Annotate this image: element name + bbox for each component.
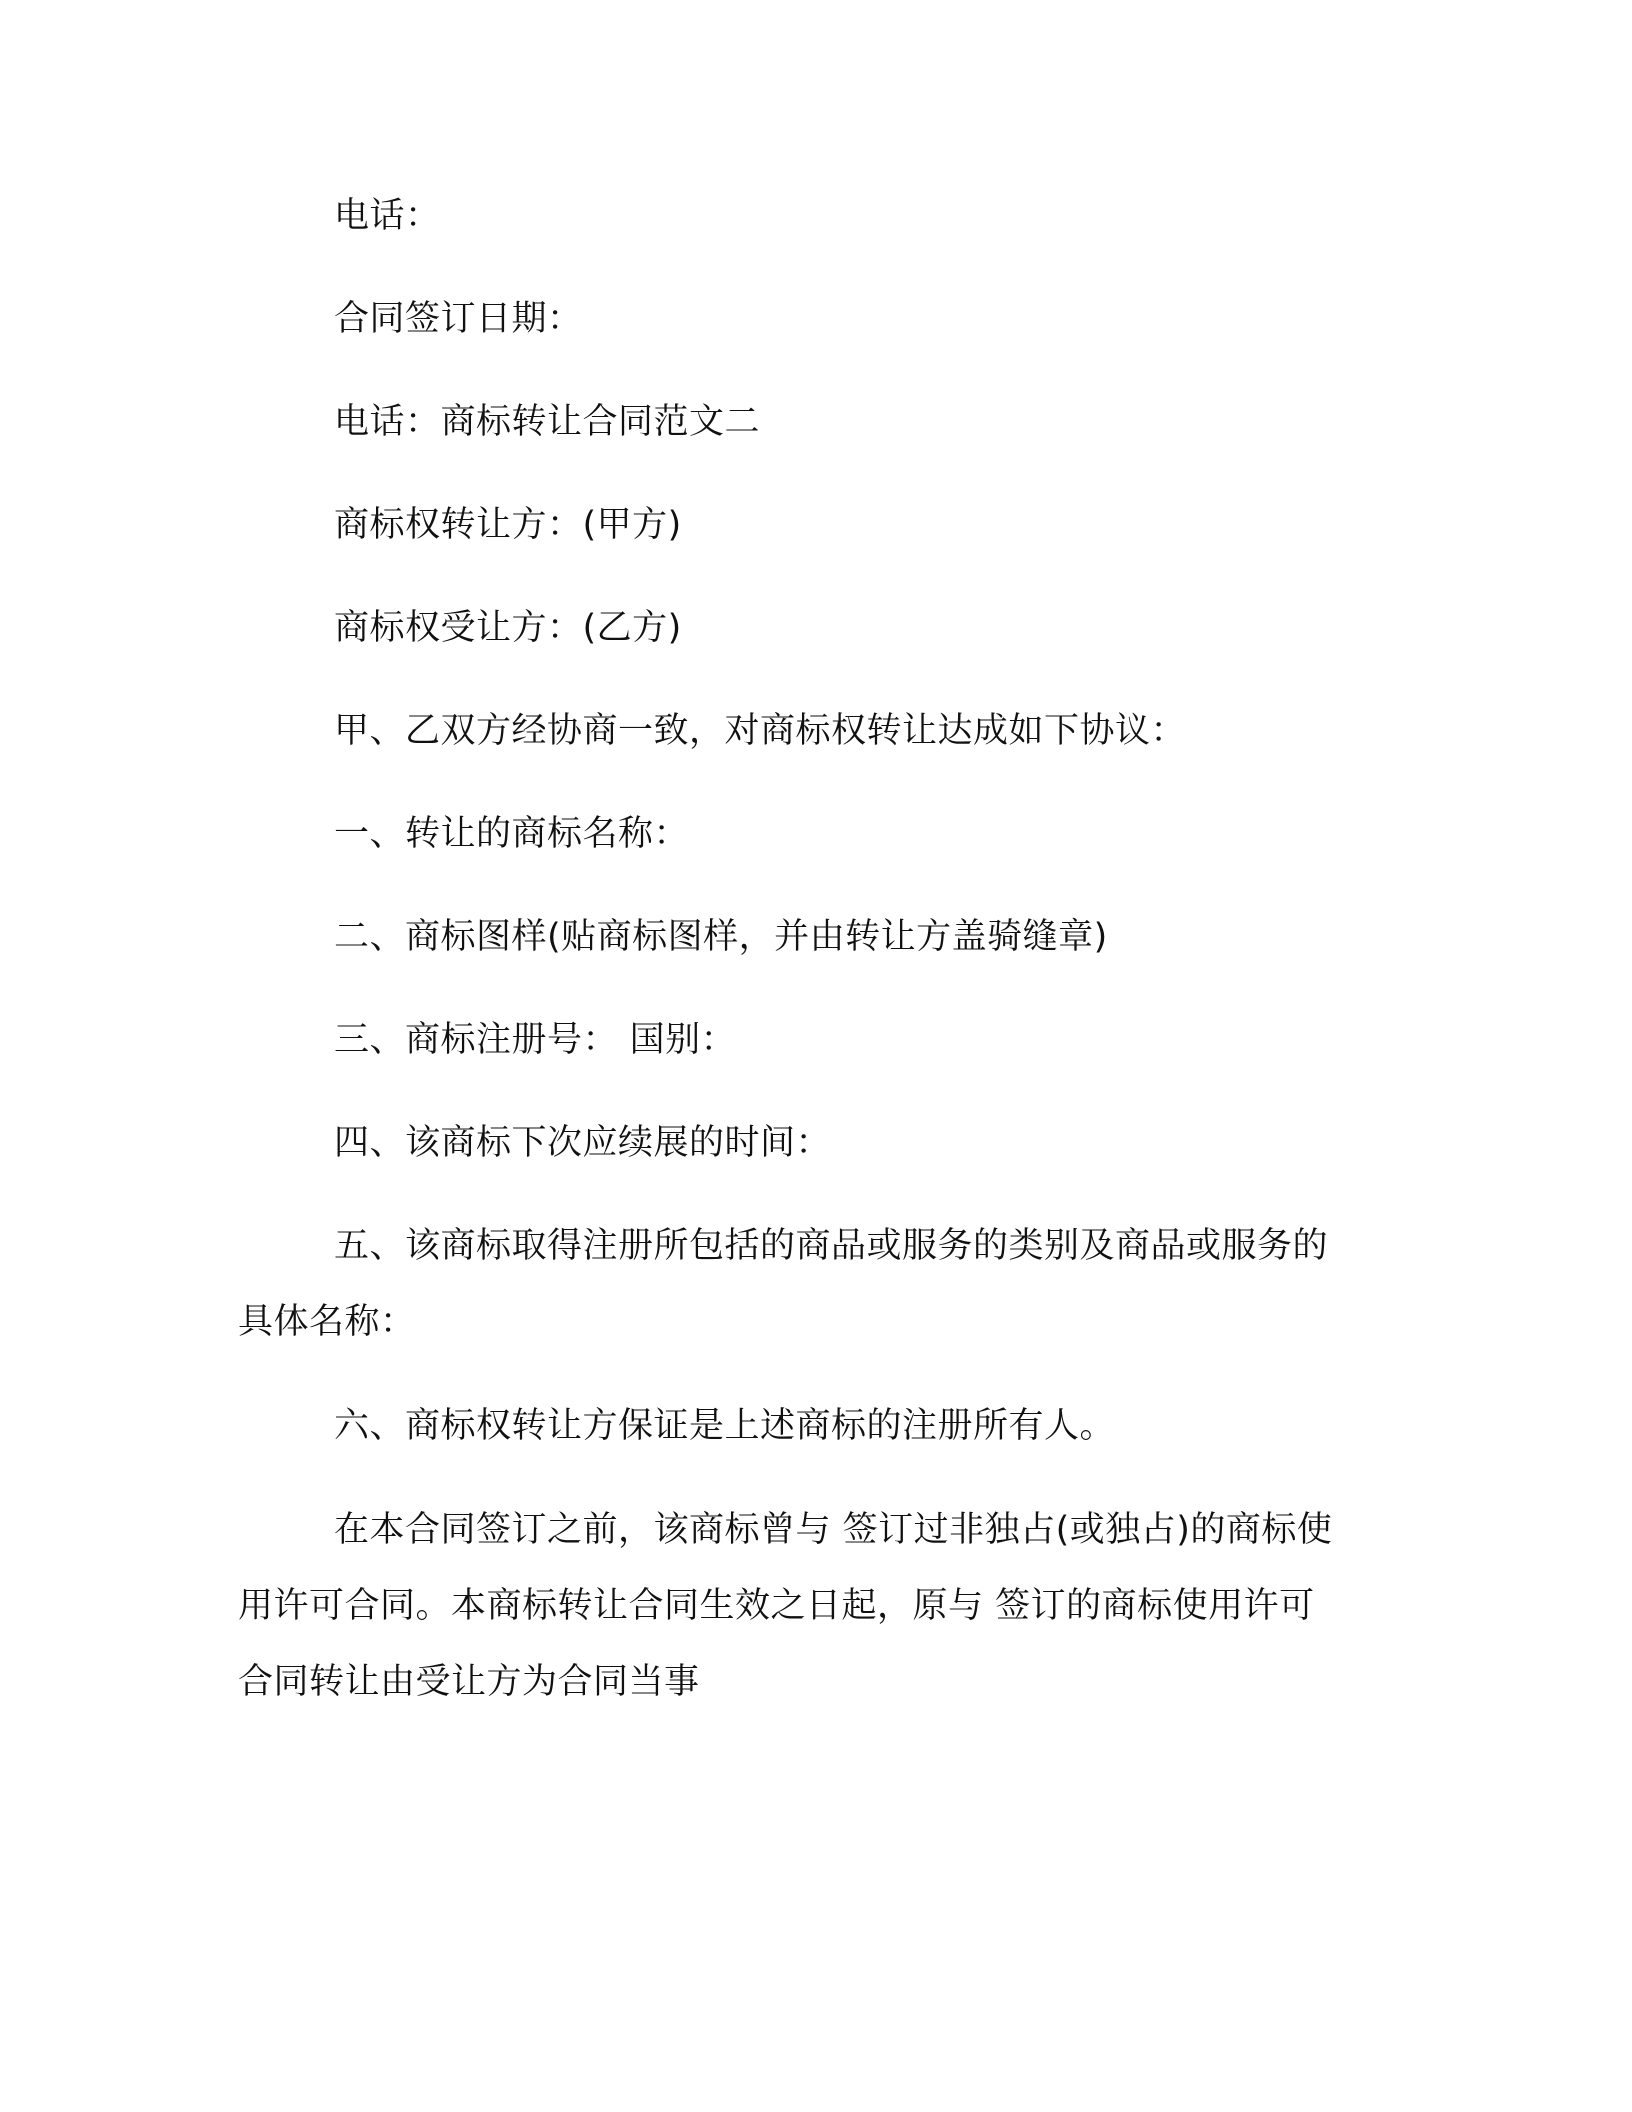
clause-5-continuation-line: 具体名称：: [238, 1302, 416, 1342]
agreement-intro-line: 甲、乙双方经协商一致，对商标权转让达成如下协议：: [334, 711, 1187, 751]
transferor-line: 商标权转让方：(甲方): [334, 505, 682, 545]
phone-title-line: 电话：商标转让合同范文二: [334, 402, 761, 442]
transferee-line: 商标权受让方：(乙方): [334, 608, 682, 648]
clause-1-line: 一、转让的商标名称：: [334, 814, 690, 854]
clause-5-line: 五、该商标取得注册所包括的商品或服务的类别及商品或服务的: [334, 1226, 1329, 1266]
license-paragraph-line-1: 在本合同签订之前，该商标曾与 签订过非独占(或独占)的商标使: [334, 1510, 1333, 1550]
license-paragraph-line-3: 合同转让由受让方为合同当事: [238, 1662, 700, 1702]
clause-4-line: 四、该商标下次应续展的时间：: [334, 1123, 832, 1163]
license-paragraph-line-2: 用许可合同。本商标转让合同生效之日起，原与 签订的商标使用许可: [238, 1586, 1315, 1626]
clause-3-line: 三、商标注册号： 国别：: [334, 1020, 737, 1060]
clause-6-line: 六、商标权转让方保证是上述商标的注册所有人。: [334, 1406, 1116, 1446]
phone-line: 电话：: [334, 196, 441, 236]
signing-date-line: 合同签订日期：: [334, 299, 583, 339]
clause-2-line: 二、商标图样(贴商标图样，并由转让方盖骑缝章): [334, 917, 1108, 957]
